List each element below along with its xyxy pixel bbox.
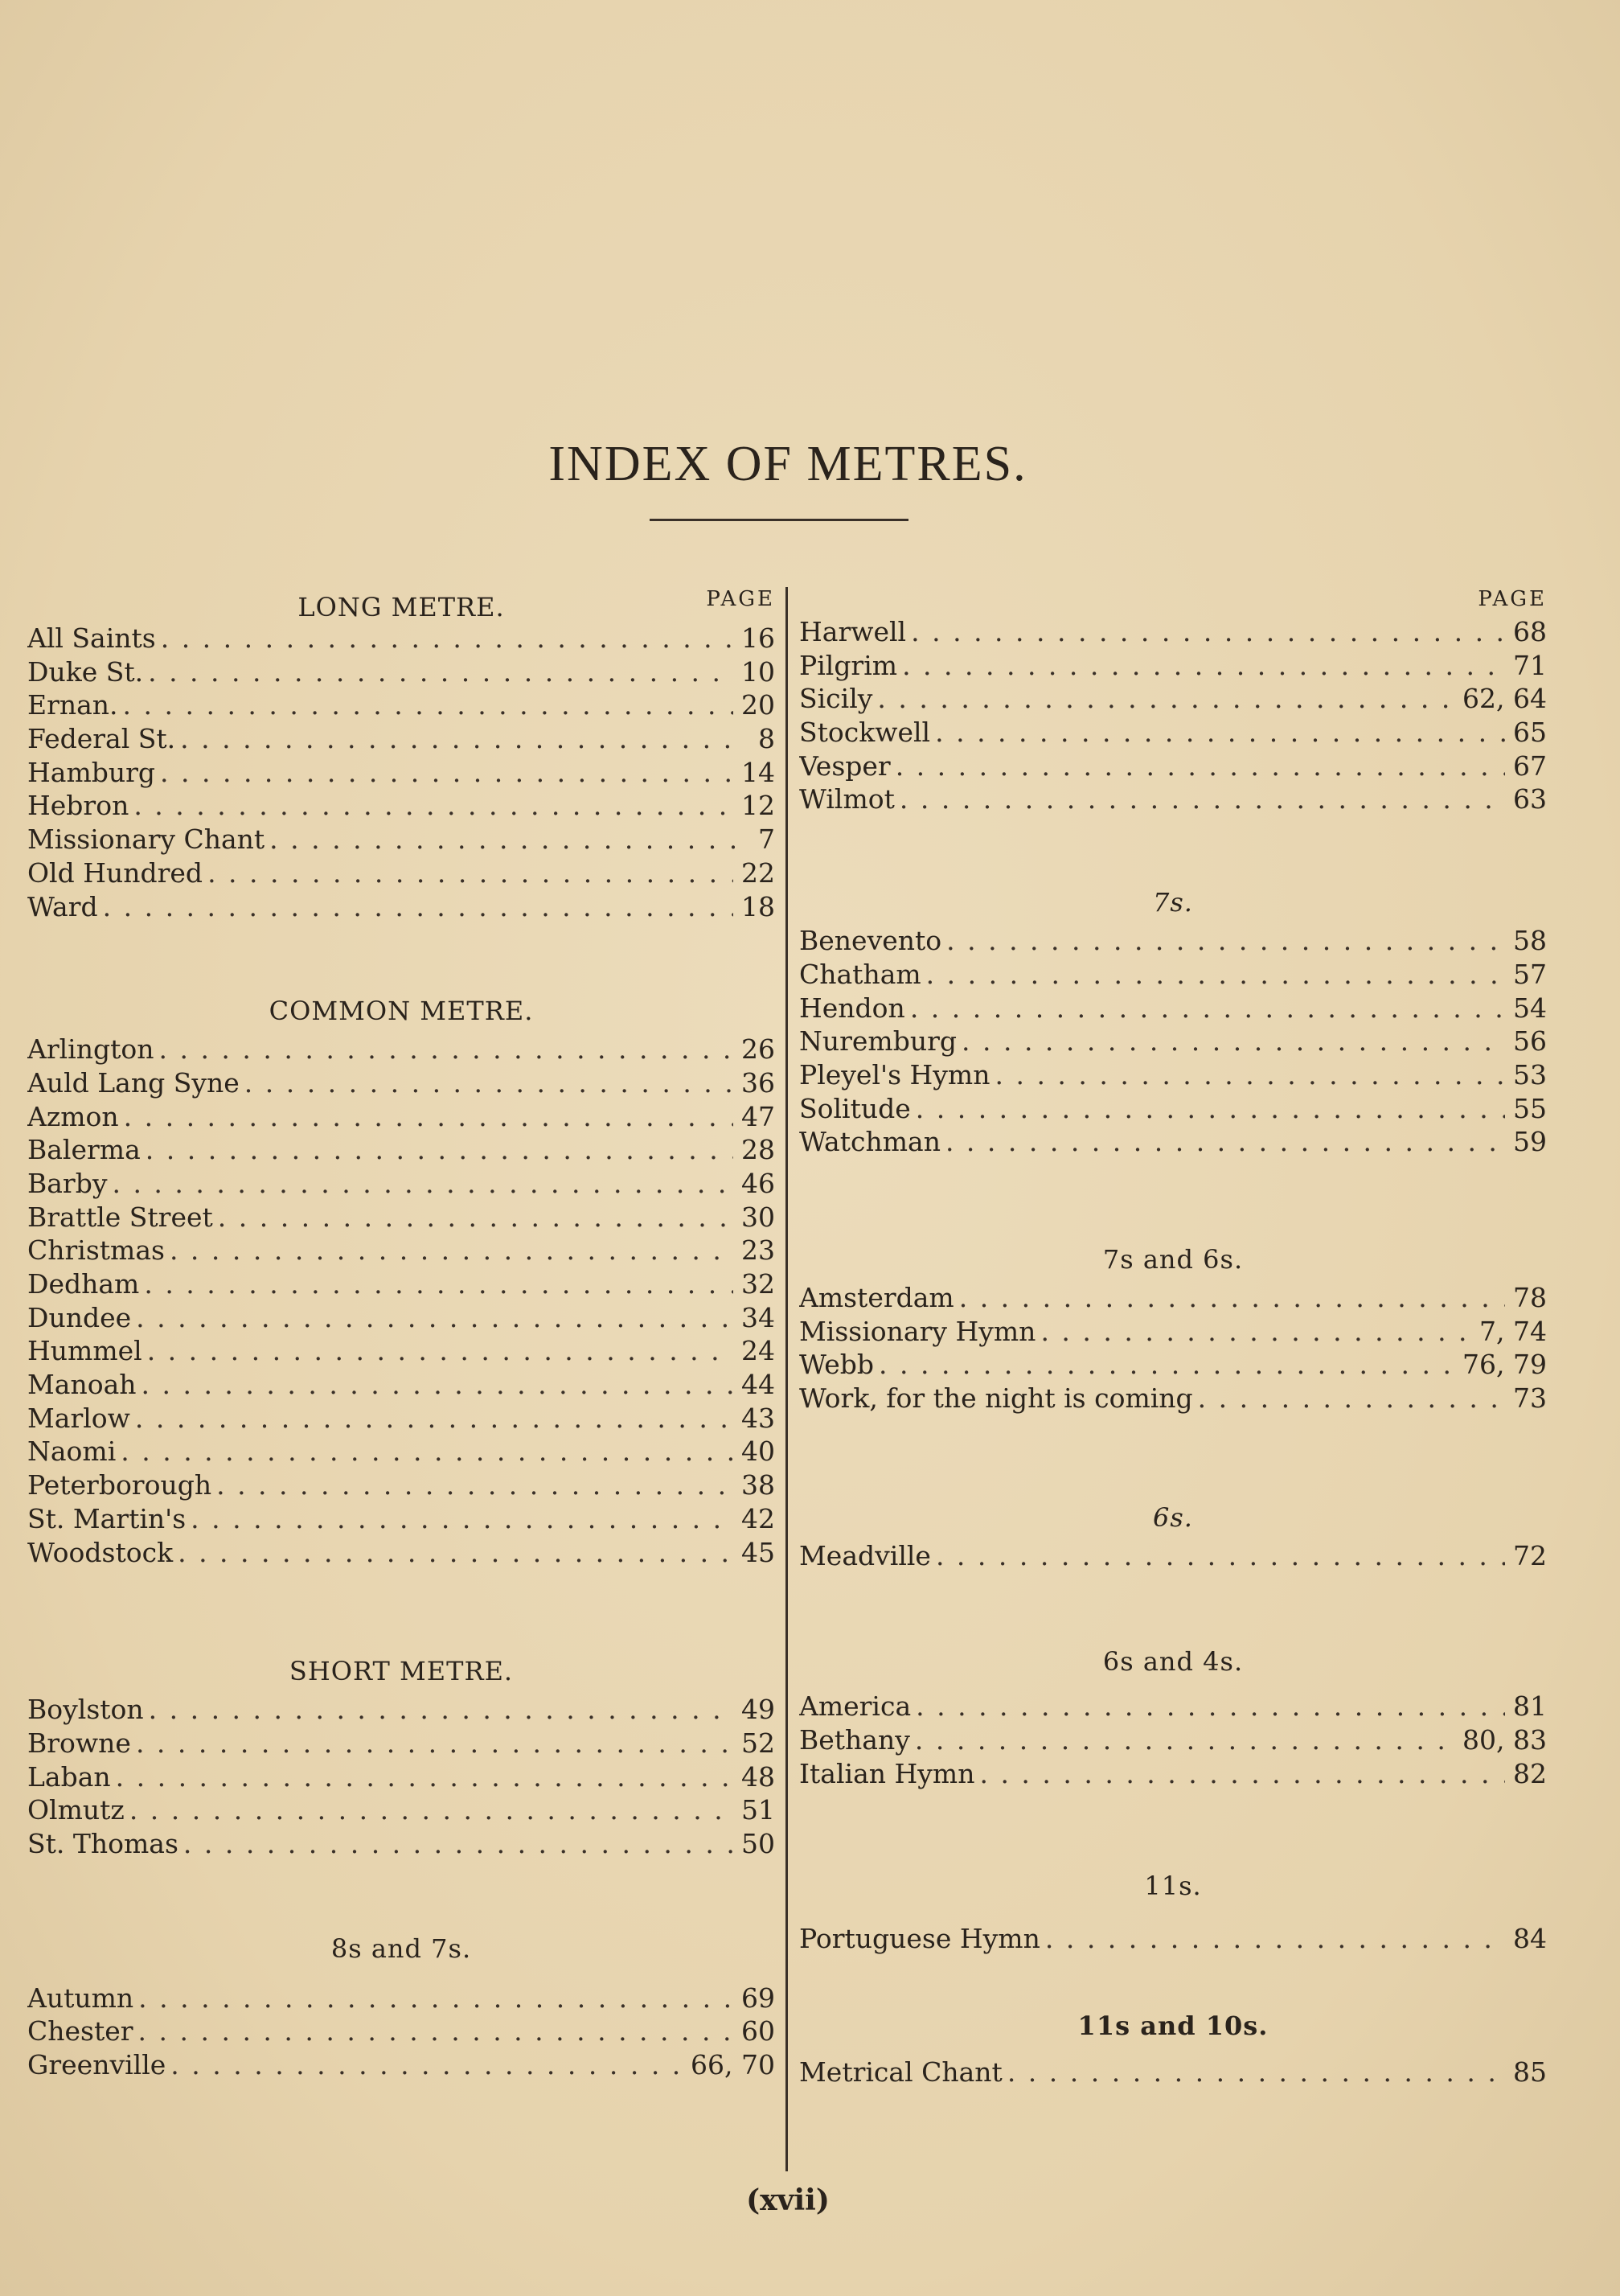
index-entry: Sicily . . . 62, 64 [799, 682, 1547, 716]
index-entry: Hummel . . . 24 [27, 1334, 775, 1368]
index-entry: Naomi . . . 40 [27, 1435, 775, 1468]
section-11s-and-10s [799, 2004, 1547, 2089]
index-entry: Bethany . . . 80, 83 [799, 1723, 1547, 1757]
section-heading: 7s and 6s. [1102, 1243, 1244, 1275]
index-entry: Ward . . . 18 [27, 890, 775, 924]
index-entry: Azmon . . . 47 [27, 1100, 775, 1134]
page-number: (xvii) [746, 2183, 830, 2217]
index-entry: Barby . . . 46 [27, 1167, 775, 1201]
section-6s [799, 1496, 1547, 1573]
index-entry: Christmas . . . 23 [27, 1234, 775, 1267]
index-entry: Laban . . . 48 [27, 1760, 775, 1794]
index-entry: Pilgrim . . . 71 [799, 649, 1547, 683]
index-entry: Missionary Chant . . . 7 [27, 823, 775, 856]
section-heading: 7s. [1153, 887, 1193, 918]
index-entry: Peterborough . . . 38 [27, 1468, 775, 1502]
section-heading: COMMON METRE. [269, 996, 534, 1027]
index-entry: Brattle Street . . . 30 [27, 1201, 775, 1234]
section-7s [799, 881, 1547, 1159]
page-title: INDEX OF METRES. [548, 436, 1027, 491]
index-entry: Watchman . . . 59 [799, 1125, 1547, 1159]
section-11s [799, 1864, 1547, 1956]
index-entry: America . . . 81 [799, 1690, 1547, 1723]
right-column [799, 583, 1547, 2089]
index-entry: Auld Lang Syne . . . 36 [27, 1066, 775, 1100]
index-entry: Metrical Chant . . . 85 [799, 2056, 1547, 2089]
section-heading: 11s and 10s. [1077, 2011, 1269, 2042]
index-entry: Webb . . . 76, 79 [799, 1348, 1547, 1382]
index-entry: Hamburg . . . 14 [27, 756, 775, 790]
index-entry: Browne . . . 52 [27, 1727, 775, 1760]
index-entry: Dundee . . . 34 [27, 1301, 775, 1335]
index-entry: Federal St. . . . 8 [27, 722, 775, 756]
section-8s-and-7s [27, 1927, 775, 2082]
index-entry: Stockwell . . . 65 [799, 716, 1547, 750]
index-entry: Chatham . . . 57 [799, 958, 1547, 992]
index-entry: Autumn . . . 69 [27, 1982, 775, 2015]
column-divider [785, 587, 788, 2171]
section-common-metre [27, 989, 775, 1569]
index-entry: Boylston . . . 49 [27, 1693, 775, 1727]
index-entry: Marlow . . . 43 [27, 1402, 775, 1436]
index-entry: Ernan. . . . 20 [27, 688, 775, 722]
index-entry: Dedham . . . 32 [27, 1267, 775, 1301]
index-entry: Solitude . . . 55 [799, 1092, 1547, 1126]
index-entry: Hebron . . . 12 [27, 789, 775, 823]
left-column [27, 583, 775, 2082]
index-entry: Portuguese Hymn . . . 84 [799, 1922, 1547, 1956]
index-entry: Old Hundred . . . 22 [27, 856, 775, 890]
index-entry: Greenville . . . 66, 70 [27, 2048, 775, 2082]
index-entry: Meadville . . . 72 [799, 1539, 1547, 1573]
section-short-metre [27, 1649, 775, 1860]
section-7s-and-6s [799, 1238, 1547, 1415]
index-entry: All Saints . . . 16 [27, 622, 775, 655]
index-entry: Wilmot . . . 63 [799, 782, 1547, 816]
page-column-header: PAGE [706, 587, 775, 611]
index-entry: Duke St. . . . 10 [27, 655, 775, 689]
index-entry: Harwell . . . 68 [799, 615, 1547, 649]
index-entry: Benevento . . . 58 [799, 924, 1547, 958]
section-heading: 6s. [1153, 1501, 1193, 1533]
index-entry: St. Martin's . . . 42 [27, 1502, 775, 1536]
section-heading: 11s. [1144, 1871, 1202, 1902]
section-long-metre [27, 593, 775, 923]
page-column-header: PAGE [1478, 587, 1547, 611]
index-entry: Italian Hymn . . . 82 [799, 1757, 1547, 1791]
index-entry: Manoah . . . 44 [27, 1368, 775, 1402]
index-entry: Hendon . . . 54 [799, 992, 1547, 1025]
index-entry: Missionary Hymn . . . 7, 74 [799, 1315, 1547, 1349]
title-rule [650, 519, 908, 521]
section-continued [799, 615, 1547, 816]
section-heading: SHORT METRE. [289, 1656, 514, 1687]
index-entry: Chester . . . 60 [27, 2015, 775, 2048]
index-entry: Balerma . . . 28 [27, 1133, 775, 1167]
section-heading: 8s and 7s. [330, 1933, 472, 1964]
index-entry: Nuremburg . . . 56 [799, 1025, 1547, 1058]
index-entry: Amsterdam . . . 78 [799, 1281, 1547, 1315]
section-6s-and-4s [799, 1640, 1547, 1790]
index-entry: Vesper . . . 67 [799, 750, 1547, 783]
section-heading: LONG METRE. [297, 592, 505, 622]
index-entry: Pleyel's Hymn . . . 53 [799, 1058, 1547, 1092]
index-entry: Woodstock . . . 45 [27, 1536, 775, 1570]
index-entry: Olmutz . . . 51 [27, 1793, 775, 1827]
section-heading: 6s and 4s. [1102, 1646, 1244, 1678]
index-entry: Work, for the night is coming . . . 73 [799, 1382, 1547, 1415]
index-entry: Arlington . . . 26 [27, 1033, 775, 1066]
index-entry: St. Thomas . . . 50 [27, 1827, 775, 1861]
